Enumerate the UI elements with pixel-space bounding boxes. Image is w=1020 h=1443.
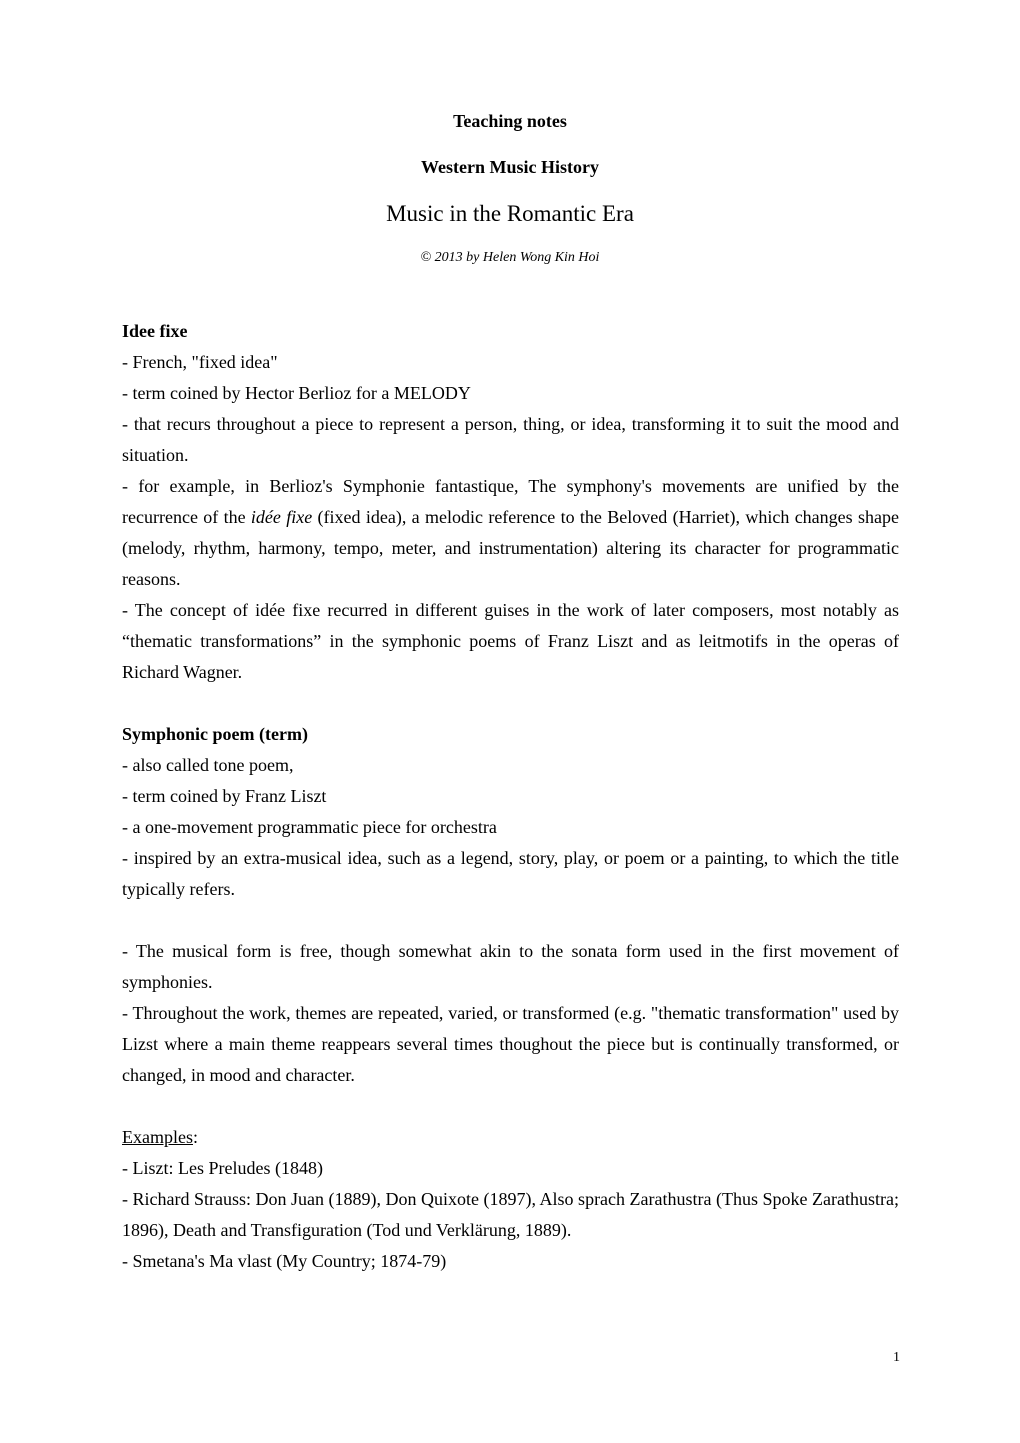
symphonic-poem-line-1: - also called tone poem,: [122, 755, 294, 775]
examples-heading: [122, 1122, 899, 1153]
example-item-2: - Richard Strauss: Don Juan (1889), Don Quixote (1897), Also sprach Zarathustra (Thus Spoke Zarathustra; 1896), Death and Transfiguration (Tod und Verklärung, 1889).: [122, 1189, 899, 1240]
idee-fixe-line-5: - The concept of idée fixe recurred in different guises in the work of later composers, most notably as “thematic transformations” in the symphonic poems of Franz Liszt and as leitmotifs in the operas of Richard Wagner.: [122, 600, 899, 682]
example-item-3: - Smetana's Ma vlast (My Country; 1874-79): [122, 1251, 447, 1271]
page-number: 1: [893, 1350, 900, 1365]
symphonic-poem-line-6: - Throughout the work, themes are repeated, varied, or transformed (e.g. "thematic transformation" used by Lizst where a main theme reappears several times thoughout the piece but is continually transformed, or changed, in mood and character.: [122, 1003, 899, 1085]
idee-fixe-italic-term: idée fixe: [250, 507, 313, 527]
page-title: Music in the Romantic Era: [386, 201, 634, 226]
header-teaching-notes: Teaching notes: [453, 111, 567, 131]
copyright-credit: © 2013 by Helen Wong Kin Hoi: [420, 250, 600, 265]
spacer: [122, 905, 899, 936]
spacer: [122, 1091, 899, 1122]
spacer: [122, 688, 899, 719]
symphonic-poem-line-5: - The musical form is free, though somewhat akin to the sonata form used in the first movement of symphonies.: [122, 941, 899, 992]
example-item-1: - Liszt: Les Preludes (1848): [122, 1158, 323, 1178]
idee-fixe-line-4-start: - for example, in Berlioz's Symphonie fantastique, The symphony's movements are unified by the recurrence of the: [122, 476, 899, 527]
section-heading-symphonic-poem: Symphonic poem (term): [122, 724, 308, 744]
symphonic-poem-line-2: - term coined by Franz Liszt: [122, 786, 327, 806]
document-body: [122, 316, 899, 1277]
header-course-name: Western Music History: [421, 157, 599, 177]
idee-fixe-line-4-end: (fixed idea), a melodic reference to the Beloved (Harriet), which changes shape (melody, rhythm, harmony, tempo, meter, and instrumentation) altering its character for programmatic reasons.: [122, 507, 899, 589]
idee-fixe-line-3: - that recurs throughout a piece to represent a person, thing, or idea, transforming it to suit the mood and situation.: [122, 414, 899, 465]
idee-fixe-line-4: [122, 471, 899, 595]
idee-fixe-line-2: - term coined by Hector Berlioz for a MELODY: [122, 383, 471, 403]
symphonic-poem-line-4: - inspired by an extra-musical idea, such as a legend, story, play, or poem or a painting, to which the title typically refers.: [122, 848, 899, 899]
examples-colon: :: [192, 1127, 198, 1147]
examples-label: Examples: [122, 1127, 193, 1147]
section-heading-idee-fixe: Idee fixe: [122, 321, 188, 341]
symphonic-poem-line-3: - a one-movement programmatic piece for orchestra: [122, 817, 497, 837]
idee-fixe-line-1: - French, "fixed idea": [122, 352, 278, 372]
